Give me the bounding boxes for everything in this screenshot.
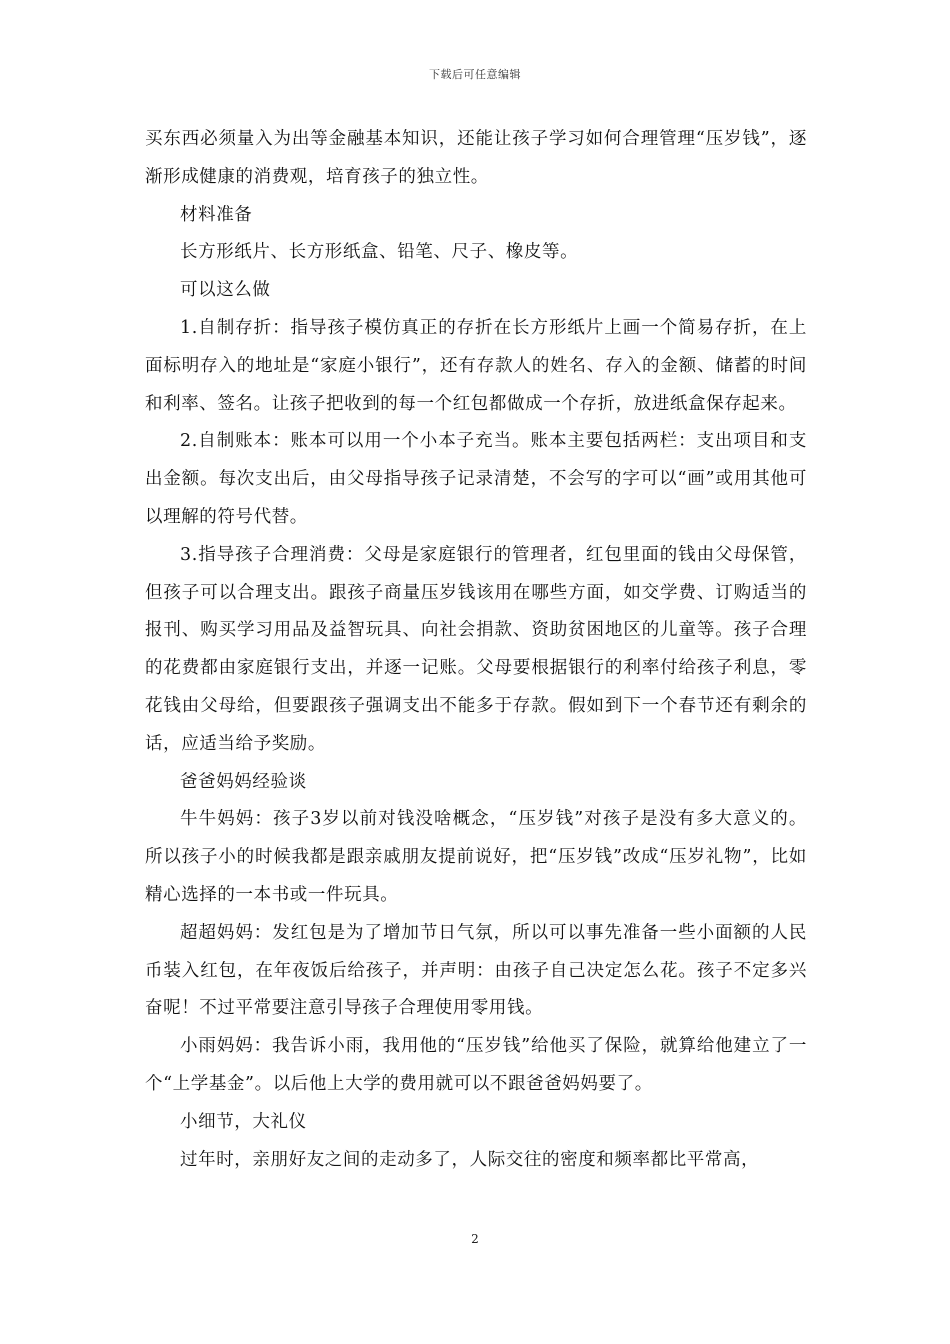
paragraph: 买东西必须量入为出等金融基本知识，还能让孩子学习如何合理管理“压岁钱”，逐渐形成健康的消费观，培育孩子的独立性。: [145, 129, 807, 187]
page-number: 2: [471, 1232, 479, 1246]
paragraph: 2.自制账本：账本可以用一个小本子充当。账本主要包括两栏：支出项目和支出金额。每次支出后，由父母指导孩子记录清楚，不会写的字可以“画”或用其他可以理解的符号代替。: [145, 431, 807, 527]
section-heading-etiquette: 小细节，大礼仪: [180, 1111, 307, 1132]
document-body: [145, 121, 807, 1179]
paragraph: 长方形纸片、长方形纸盒、铅笔、尺子、橡皮等。: [180, 242, 579, 263]
paragraph: 超超妈妈：发红包是为了增加节日气氛，所以可以事先准备一些小面额的人民币装入红包，在年夜饭后给孩子，并声明：由孩子自己决定怎么花。孩子不定多兴奋呢！不过平常要注意引导孩子合理使用零用钱。: [145, 922, 807, 1019]
paragraph: 过年时，亲朋好友之间的走动多了，人际交往的密度和频率都比平常高，: [180, 1149, 760, 1170]
paragraph: 1.自制存折：指导孩子模仿真正的存折在长方形纸片上画一个简易存折，在上面标明存入的地址是“家庭小银行”，还有存款人的姓名、存入的金额、储蓄的时间和利率、签名。让孩子把收到的每一个红包都做成一个存折，放进纸盒保存起来。: [145, 317, 807, 414]
paragraph: 牛牛妈妈：孩子3岁以前对钱没啥概念，“压岁钱”对孩子是没有多大意义的。所以孩子小的时候我都是跟亲戚朋友提前说好，把“压岁钱”改成“压岁礼物”，比如精心选择的一本书或一件玩具。: [145, 809, 807, 905]
paragraph: 3.指导孩子合理消费：父母是家庭银行的管理者，红包里面的钱由父母保管，但孩子可以合理支出。跟孩子商量压岁钱该用在哪些方面，如交学费、订购适当的报刊、购买学习用品及益智玩具、向社会捐款、资助贫困地区的儿童等。孩子合理的花费都由家庭银行支出，并逐一记账。父母要根据银行的利率付给孩子利息，零花钱由父母给，但要跟孩子强调支出不能多于存款。假如到下一个春节还有剩余的话，应适当给予奖励。: [145, 544, 807, 754]
page-header: 下载后可任意编辑: [429, 68, 521, 81]
section-heading-howto: 可以这么做: [180, 280, 271, 301]
paragraph: 小雨妈妈：我告诉小雨，我用他的“压岁钱”给他买了保险，就算给他建立了一个“上学基金”。以后他上大学的费用就可以不跟爸爸妈妈要了。: [145, 1036, 807, 1094]
section-heading-materials: 材料准备: [180, 204, 253, 225]
section-heading-experience: 爸爸妈妈经验谈: [180, 771, 307, 792]
